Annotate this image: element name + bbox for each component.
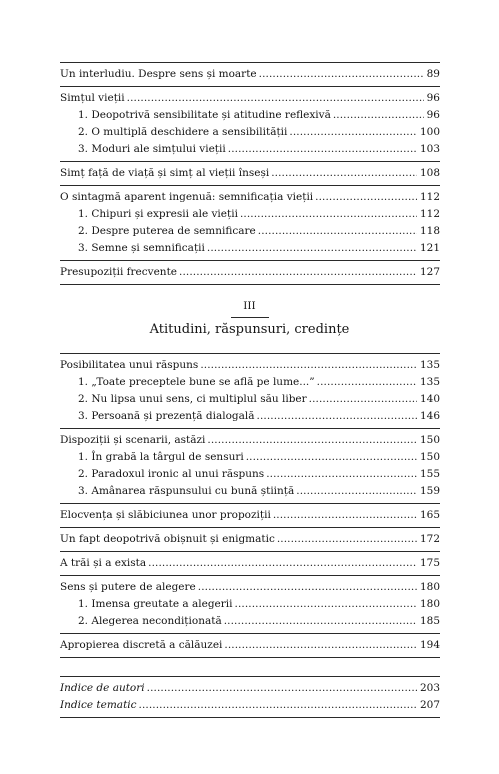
entry-title: 1. Chipuri și expresii ale vieții bbox=[78, 208, 238, 220]
page-number: 121 bbox=[419, 242, 440, 254]
toc-group bbox=[60, 161, 440, 185]
page-number: 155 bbox=[419, 468, 440, 480]
page-number: 112 bbox=[419, 191, 440, 203]
toc-entry bbox=[60, 357, 440, 374]
page-number: 140 bbox=[419, 393, 440, 405]
toc-group bbox=[60, 428, 440, 503]
toc-entry bbox=[60, 555, 440, 572]
dot-leader bbox=[139, 697, 417, 714]
entry-title: Indice de autori bbox=[60, 682, 145, 694]
toc-subentry bbox=[60, 613, 440, 630]
toc-group bbox=[60, 260, 440, 284]
entry-title: 1. Imensa greutate a alegerii bbox=[78, 598, 233, 610]
page-number: 135 bbox=[419, 376, 440, 388]
toc-subentry bbox=[60, 223, 440, 240]
dot-leader bbox=[207, 432, 417, 449]
entry-title: 1. În grabă la târgul de sensuri bbox=[78, 451, 244, 463]
dot-leader bbox=[309, 391, 417, 408]
dot-leader bbox=[228, 141, 417, 158]
index-entry bbox=[60, 680, 440, 697]
toc-group bbox=[60, 503, 440, 527]
entry-title: 2. Paradoxul ironic al unui răspuns bbox=[78, 468, 265, 480]
entry-title: 1. „Toate preceptele bune se află pe lume...” bbox=[78, 376, 315, 388]
dot-leader bbox=[147, 680, 417, 697]
dot-leader bbox=[333, 107, 424, 124]
toc-subentry bbox=[60, 206, 440, 223]
entry-title: Un fapt deopotrivă obișnuit și enigmatic bbox=[60, 533, 275, 545]
page-number: 185 bbox=[419, 615, 440, 627]
page-number: 135 bbox=[419, 359, 440, 371]
dot-leader bbox=[257, 408, 417, 425]
dot-leader bbox=[235, 596, 417, 613]
toc-group bbox=[60, 527, 440, 551]
part-title: Atitudini, răspunsuri, credințe bbox=[149, 322, 350, 337]
toc-group bbox=[60, 353, 440, 428]
entry-title: 1. Deopotrivă sensibilitate și atitudine reflexivă bbox=[78, 109, 331, 121]
page-number: 127 bbox=[419, 266, 440, 278]
page-number: 146 bbox=[419, 410, 440, 422]
dot-leader bbox=[200, 357, 417, 374]
toc-subentry bbox=[60, 391, 440, 408]
page-number: 207 bbox=[419, 699, 440, 711]
toc-entry bbox=[60, 507, 440, 524]
toc-subentry bbox=[60, 240, 440, 257]
page-number: 118 bbox=[419, 225, 440, 237]
entry-title: Simțul vieții bbox=[60, 92, 125, 104]
entry-title: 3. Amânarea răspunsului cu bună știință bbox=[78, 485, 295, 497]
toc-entry bbox=[60, 189, 440, 206]
dot-leader bbox=[198, 579, 417, 596]
toc-subentry bbox=[60, 124, 440, 141]
entry-title: O sintagmă aparent ingenuă: semnificația vieții bbox=[60, 191, 314, 203]
dot-leader bbox=[296, 483, 417, 500]
entry-title: 2. Alegerea necondiționată bbox=[78, 615, 222, 627]
entry-title: 3. Persoană și prezență dialogală bbox=[78, 410, 255, 422]
dot-leader bbox=[266, 466, 417, 483]
toc-subentry bbox=[60, 449, 440, 466]
entry-title: Simț față de viață și simț al vieții înseși bbox=[60, 167, 270, 179]
dot-leader bbox=[289, 124, 417, 141]
toc-subentry bbox=[60, 596, 440, 613]
dot-leader bbox=[259, 66, 424, 83]
page-number: 194 bbox=[419, 639, 440, 651]
page-number: 180 bbox=[419, 581, 440, 593]
dot-leader bbox=[148, 555, 417, 572]
dot-leader bbox=[179, 264, 417, 281]
toc-entry bbox=[60, 264, 440, 281]
toc-group bbox=[60, 551, 440, 575]
toc-subentry bbox=[60, 483, 440, 500]
part-number-rule bbox=[231, 317, 269, 318]
entry-title: Elocvența și slăbiciunea unor propoziții bbox=[60, 509, 271, 521]
toc-subentry bbox=[60, 408, 440, 425]
toc-group bbox=[60, 62, 440, 86]
toc-entry bbox=[60, 165, 440, 182]
toc-entry bbox=[60, 579, 440, 596]
toc-entry bbox=[60, 637, 440, 654]
toc-block-after bbox=[60, 353, 440, 658]
page-number: 96 bbox=[426, 109, 440, 121]
index-group bbox=[60, 676, 440, 717]
page-number: 165 bbox=[419, 509, 440, 521]
dot-leader bbox=[207, 240, 417, 257]
dot-leader bbox=[127, 90, 424, 107]
index-entry bbox=[60, 697, 440, 714]
toc-entry bbox=[60, 531, 440, 548]
page-number: 180 bbox=[419, 598, 440, 610]
page-number: 175 bbox=[419, 557, 440, 569]
page-number: 150 bbox=[419, 434, 440, 446]
dot-leader bbox=[246, 449, 417, 466]
entry-title: Dispoziții și scenarii, astăzi bbox=[60, 434, 206, 446]
entry-title: 2. O multiplă deschidere a sensibilității bbox=[78, 126, 288, 138]
entry-title: A trăi și a exista bbox=[60, 557, 147, 569]
part-number: III bbox=[243, 300, 256, 312]
dot-leader bbox=[317, 374, 417, 391]
page-number: 103 bbox=[419, 143, 440, 155]
page-number: 100 bbox=[419, 126, 440, 138]
entry-title: Sens și putere de alegere bbox=[60, 581, 196, 593]
page-number: 96 bbox=[426, 92, 440, 104]
entry-title: 2. Despre puterea de semnificare bbox=[78, 225, 256, 237]
toc-group bbox=[60, 185, 440, 260]
dot-leader bbox=[277, 531, 417, 548]
entry-title: Presupoziții frecvente bbox=[60, 266, 177, 278]
entry-title: 3. Moduri ale simțului vieții bbox=[78, 143, 226, 155]
toc-group bbox=[60, 86, 440, 161]
page-number: 159 bbox=[419, 485, 440, 497]
dot-leader bbox=[224, 613, 417, 630]
index-block bbox=[60, 676, 440, 718]
toc-subentry bbox=[60, 466, 440, 483]
toc-block-before bbox=[60, 62, 440, 285]
page-number: 89 bbox=[426, 68, 440, 80]
toc-group bbox=[60, 633, 440, 657]
toc-entry bbox=[60, 432, 440, 449]
toc-entry bbox=[60, 66, 440, 83]
page-number: 150 bbox=[419, 451, 440, 463]
dot-leader bbox=[271, 165, 417, 182]
page-number: 112 bbox=[419, 208, 440, 220]
entry-title: Un interludiu. Despre sens și moarte bbox=[60, 68, 257, 80]
dot-leader bbox=[273, 507, 417, 524]
entry-title: 2. Nu lipsa unui sens, ci multiplul său liber bbox=[78, 393, 307, 405]
toc-group bbox=[60, 575, 440, 633]
dot-leader bbox=[240, 206, 417, 223]
toc-subentry bbox=[60, 374, 440, 391]
page-number: 203 bbox=[419, 682, 440, 694]
entry-title: 3. Semne și semnificații bbox=[78, 242, 205, 254]
toc-subentry bbox=[60, 107, 440, 124]
dot-leader bbox=[315, 189, 417, 206]
page-number: 172 bbox=[419, 533, 440, 545]
toc-entry bbox=[60, 90, 440, 107]
entry-title: Apropierea discretă a călăuzei bbox=[60, 639, 223, 651]
entry-title: Indice tematic bbox=[60, 699, 137, 711]
entry-title: Posibilitatea unui răspuns bbox=[60, 359, 199, 371]
page-number: 108 bbox=[419, 167, 440, 179]
dot-leader bbox=[258, 223, 417, 240]
toc-subentry bbox=[60, 141, 440, 158]
dot-leader bbox=[224, 637, 417, 654]
